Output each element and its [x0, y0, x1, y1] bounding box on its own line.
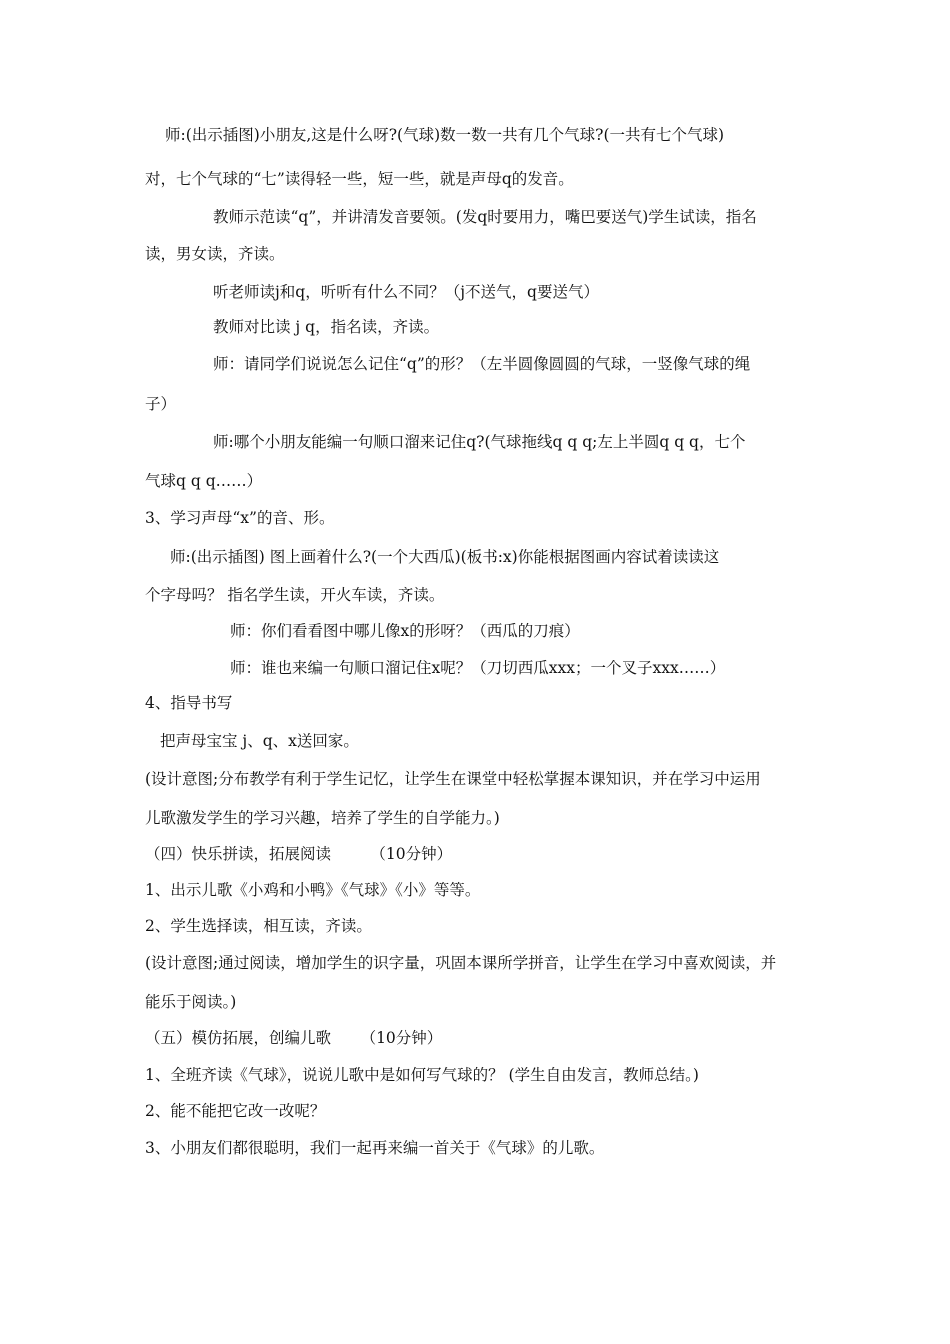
text-line: 对，七个气球的“七”读得轻一些，短一些，就是声母q的发音。 [145, 170, 574, 188]
text-line: 1、全班齐读《气球》，说说儿歌中是如何写气球的？ (学生自由发言，教师总结。) [145, 1066, 699, 1084]
text-line: 能乐于阅读。) [145, 993, 237, 1011]
text-line: 师：谁也来编一句顺口溜记住x呢？（刀切西瓜xxx；一个叉子xxx……） [230, 659, 726, 677]
text-line: 1、出示儿歌《小鸡和小鸭》《气球》《小》等等。 [145, 881, 481, 899]
text-line: 4、指导书写 [145, 694, 233, 712]
text-line: 师:哪个小朋友能编一句顺口溜来记住q?(气球拖线q q q;左上半圆q q q，七个 [213, 433, 746, 451]
text-line: 读，男女读，齐读。 [145, 245, 285, 263]
text-line: （五）模仿拓展，创编儿歌 （10分钟） [145, 1029, 443, 1047]
text-line: 2、学生选择读，相互读，齐读。 [145, 917, 372, 935]
text-line: 儿歌激发学生的学习兴趣，培养了学生的自学能力。) [145, 809, 500, 827]
text-line: 子） [145, 395, 177, 413]
text-line: 师:(出示插图)小朋友,这是什么呀?(气球)数一数一共有几个气球?(一共有七个气球) [165, 126, 725, 144]
text-line: 师：你们看看图中哪儿像x的形呀？（西瓜的刀痕） [230, 622, 580, 640]
text-line: (设计意图;分布教学有利于学生记忆，让学生在课堂中轻松掌握本课知识，并在学习中运用 [145, 770, 761, 788]
text-line: 师:(出示插图) 图上画着什么?(一个大西瓜)(板书:x)你能根据图画内容试着读读这 [170, 548, 720, 566]
text-line: 个字母吗？ 指名学生读，开火车读，齐读。 [145, 586, 445, 604]
text-line: 教师示范读“q”，并讲清发音要领。(发q时要用力，嘴巴要送气)学生试读，指名 [213, 208, 757, 226]
text-line: 教师对比读 j q，指名读，齐读。 [213, 318, 440, 336]
text-line: 2、能不能把它改一改呢？ [145, 1102, 326, 1120]
text-line: 把声母宝宝 j、q、x送回家。 [160, 732, 359, 750]
text-line: 3、学习声母“x”的音、形。 [145, 509, 335, 527]
text-line: 3、小朋友们都很聪明，我们一起再来编一首关于《气球》的儿歌。 [145, 1139, 605, 1157]
text-line: 听老师读j和q，听听有什么不同？（j不送气，q要送气） [213, 283, 599, 301]
text-line: 气球q q q……） [145, 472, 263, 490]
text-line: 师：请同学们说说怎么记住“q”的形？（左半圆像圆圆的气球，一竖像气球的绳 [213, 355, 751, 373]
text-line: （四）快乐拼读，拓展阅读 （10分钟） [145, 845, 453, 863]
text-line: (设计意图;通过阅读，增加学生的识字量，巩固本课所学拼音，让学生在学习中喜欢阅读，并 [145, 954, 777, 972]
